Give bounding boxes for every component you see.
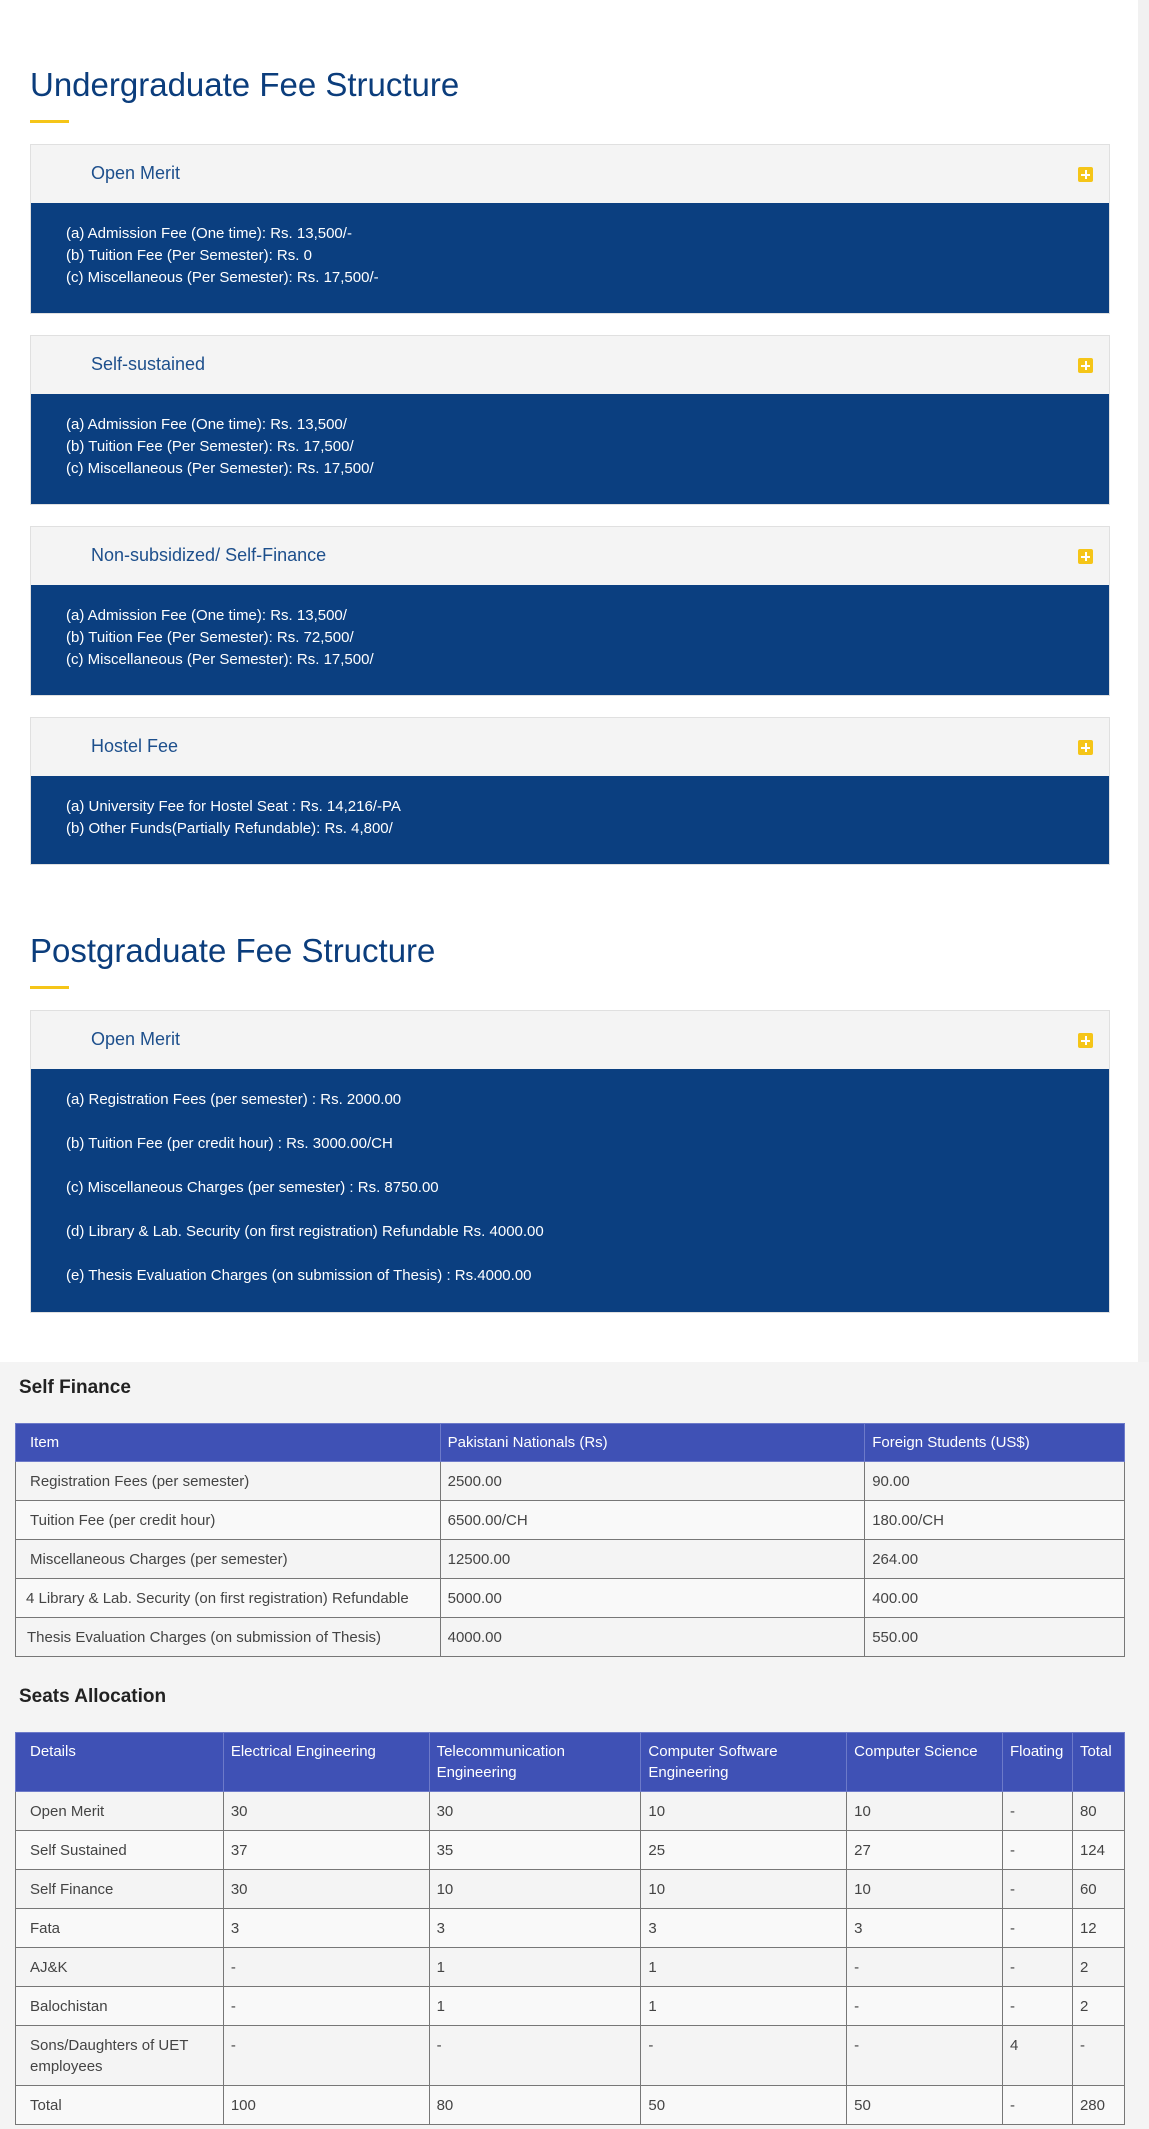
table-cell: - [847, 1948, 1003, 1987]
table-cell: - [223, 1948, 429, 1987]
table-row [16, 1870, 1125, 1909]
accordion-header[interactable] [31, 336, 1109, 394]
fee-line: (b) Tuition Fee (Per Semester): Rs. 72,500/ [66, 629, 354, 646]
plus-icon[interactable] [1078, 358, 1093, 373]
accordion-header[interactable] [31, 145, 1109, 203]
self-finance-table [15, 1423, 1125, 1657]
accordion-pg-open-merit [30, 1010, 1110, 1313]
table-cell: 30 [223, 1792, 429, 1831]
table-cell: 400.00 [865, 1579, 1125, 1618]
table-cell: Balochistan [16, 1987, 224, 2026]
table-cell: - [1072, 2026, 1124, 2086]
plus-icon[interactable] [1078, 1033, 1093, 1048]
table-cell: Open Merit [16, 1792, 224, 1831]
fee-line: (b) Tuition Fee (Per Semester): Rs. 0 [66, 247, 312, 264]
table-cell: Total [16, 2086, 224, 2125]
table-cell: 60 [1072, 1870, 1124, 1909]
column-header: Item [16, 1424, 441, 1462]
fee-line: (b) Tuition Fee (Per Semester): Rs. 17,500/ [66, 438, 354, 455]
table-cell: 4 Library & Lab. Security (on first registration) Refundable [16, 1579, 441, 1618]
table-cell: 3 [429, 1909, 641, 1948]
table-cell: 80 [429, 2086, 641, 2125]
table-cell: 30 [223, 1870, 429, 1909]
table-row [16, 1462, 1125, 1501]
accordion-title: Open Merit [91, 1029, 181, 1049]
table-cell: 1 [429, 1987, 641, 2026]
plus-icon[interactable] [1078, 167, 1093, 182]
fee-line: (c) Miscellaneous (Per Semester): Rs. 17,500/ [66, 460, 374, 477]
fee-line: (a) Admission Fee (One time): Rs. 13,500/ [66, 416, 347, 433]
table-header-row [16, 1424, 1125, 1462]
table-cell: - [1002, 1870, 1072, 1909]
table-cell: 5000.00 [440, 1579, 865, 1618]
fee-line: (a) University Fee for Hostel Seat : Rs. 14,216/-PA [66, 798, 401, 815]
table-row [16, 1579, 1125, 1618]
column-header: Floating [1002, 1733, 1072, 1792]
accordion-header[interactable] [31, 1011, 1109, 1069]
scrollbar[interactable] [1138, 0, 1149, 1362]
table-cell: 2 [1072, 1987, 1124, 2026]
column-header: Details [16, 1733, 224, 1792]
table-cell: - [1002, 1792, 1072, 1831]
table-cell: 90.00 [865, 1462, 1125, 1501]
title-underline [30, 120, 69, 123]
accordion-body [31, 203, 1109, 313]
table-cell: Self Finance [16, 1870, 224, 1909]
table-cell: 2500.00 [440, 1462, 865, 1501]
column-header: Total [1072, 1733, 1124, 1792]
accordion-header[interactable] [31, 527, 1109, 585]
accordion-title: Open Merit [91, 163, 181, 183]
table-cell: - [429, 2026, 641, 2086]
accordion-hostel-fee [30, 717, 1110, 865]
accordion-body [31, 776, 1109, 864]
postgraduate-title: Postgraduate Fee Structure [30, 932, 436, 969]
column-header: Computer Science [847, 1733, 1003, 1792]
plus-icon[interactable] [1078, 549, 1093, 564]
table-row [16, 2026, 1125, 2086]
table-cell: AJ&K [16, 1948, 224, 1987]
table-row [16, 1948, 1125, 1987]
plus-icon[interactable] [1078, 740, 1093, 755]
table-cell: 10 [641, 1792, 847, 1831]
table-cell: 3 [641, 1909, 847, 1948]
table-row [16, 1909, 1125, 1948]
table-cell: - [223, 1987, 429, 2026]
table-cell: 4000.00 [440, 1618, 865, 1657]
seats-allocation-table [15, 1732, 1125, 2125]
table-row [16, 1540, 1125, 1579]
table-row [16, 1501, 1125, 1540]
fee-line: (b) Other Funds(Partially Refundable): Rs. 4,800/ [66, 820, 393, 837]
table-cell: 50 [641, 2086, 847, 2125]
fee-line: (a) Registration Fees (per semester) : Rs. 2000.00 [66, 1091, 402, 1108]
table-cell: Registration Fees (per semester) [16, 1462, 441, 1501]
table-header-row [16, 1733, 1125, 1792]
accordion-title: Non-subsidized/ Self-Finance [91, 545, 327, 565]
table-cell: 280 [1072, 2086, 1124, 2125]
table-cell: 3 [847, 1909, 1003, 1948]
table-row [16, 2086, 1125, 2125]
table-cell: 37 [223, 1831, 429, 1870]
table-cell: 550.00 [865, 1618, 1125, 1657]
table-cell: Sons/Daughters of UET employees [16, 2026, 224, 2086]
fee-line: (c) Miscellaneous (Per Semester): Rs. 17,500/- [66, 269, 379, 286]
fee-line: (b) Tuition Fee (per credit hour) : Rs. 3000.00/CH [66, 1135, 393, 1152]
accordion-body [31, 394, 1109, 504]
accordion-body [31, 1069, 1109, 1312]
table-cell: 180.00/CH [865, 1501, 1125, 1540]
column-header: Electrical Engineering [223, 1733, 429, 1792]
table-cell: 25 [641, 1831, 847, 1870]
table-cell: 1 [641, 1948, 847, 1987]
table-cell: - [641, 2026, 847, 2086]
title-underline [30, 986, 69, 989]
table-cell: - [1002, 1831, 1072, 1870]
table-cell: 6500.00/CH [440, 1501, 865, 1540]
undergraduate-title: Undergraduate Fee Structure [30, 66, 460, 103]
table-cell: Self Sustained [16, 1831, 224, 1870]
table-cell: 50 [847, 2086, 1003, 2125]
table-cell: - [223, 2026, 429, 2086]
table-cell: Miscellaneous Charges (per semester) [16, 1540, 441, 1579]
table-cell: 100 [223, 2086, 429, 2125]
table-cell: - [1002, 2086, 1072, 2125]
self-finance-heading: Self Finance [19, 1377, 131, 1398]
accordion-header[interactable] [31, 718, 1109, 776]
fee-line: (a) Admission Fee (One time): Rs. 13,500/- [66, 225, 352, 242]
table-cell: Fata [16, 1909, 224, 1948]
fee-line: (c) Miscellaneous Charges (per semester) : Rs. 8750.00 [66, 1179, 439, 1196]
table-cell: 80 [1072, 1792, 1124, 1831]
fee-line: (a) Admission Fee (One time): Rs. 13,500/ [66, 607, 347, 624]
table-cell: 10 [847, 1870, 1003, 1909]
accordion-title: Self-sustained [91, 354, 206, 374]
accordion-title: Hostel Fee [91, 736, 179, 756]
accordion-body [31, 585, 1109, 695]
table-cell: - [1002, 1909, 1072, 1948]
table-cell: 10 [847, 1792, 1003, 1831]
table-cell: 1 [429, 1948, 641, 1987]
fee-line: (c) Miscellaneous (Per Semester): Rs. 17,500/ [66, 651, 374, 668]
table-cell: 35 [429, 1831, 641, 1870]
table-row [16, 1618, 1125, 1657]
table-cell: 10 [429, 1870, 641, 1909]
table-cell: - [1002, 1948, 1072, 1987]
table-cell: 27 [847, 1831, 1003, 1870]
column-header: Computer Software Engineering [641, 1733, 847, 1792]
table-row [16, 1831, 1125, 1870]
table-cell: 1 [641, 1987, 847, 2026]
fee-line: (e) Thesis Evaluation Charges (on submission of Thesis) : Rs.4000.00 [66, 1267, 532, 1284]
column-header: Foreign Students (US$) [865, 1424, 1125, 1462]
table-cell: 4 [1002, 2026, 1072, 2086]
table-cell: 3 [223, 1909, 429, 1948]
table-cell: 30 [429, 1792, 641, 1831]
table-cell: - [847, 1987, 1003, 2026]
table-row [16, 1987, 1125, 2026]
accordion-non-subsidized [30, 526, 1110, 696]
table-cell: Tuition Fee (per credit hour) [16, 1501, 441, 1540]
table-cell: 264.00 [865, 1540, 1125, 1579]
table-cell: Thesis Evaluation Charges (on submission of Thesis) [16, 1618, 441, 1657]
column-header: Telecommunication Engineering [429, 1733, 641, 1792]
table-cell: - [1002, 1987, 1072, 2026]
table-cell: 12 [1072, 1909, 1124, 1948]
accordion-open-merit [30, 144, 1110, 314]
accordion-self-sustained [30, 335, 1110, 505]
table-cell: 124 [1072, 1831, 1124, 1870]
table-row [16, 1792, 1125, 1831]
table-cell: - [847, 2026, 1003, 2086]
column-header: Pakistani Nationals (Rs) [440, 1424, 865, 1462]
seats-allocation-heading: Seats Allocation [19, 1686, 167, 1707]
table-cell: 10 [641, 1870, 847, 1909]
table-cell: 12500.00 [440, 1540, 865, 1579]
table-cell: 2 [1072, 1948, 1124, 1987]
fee-line: (d) Library & Lab. Security (on first registration) Refundable Rs. 4000.00 [66, 1223, 544, 1240]
